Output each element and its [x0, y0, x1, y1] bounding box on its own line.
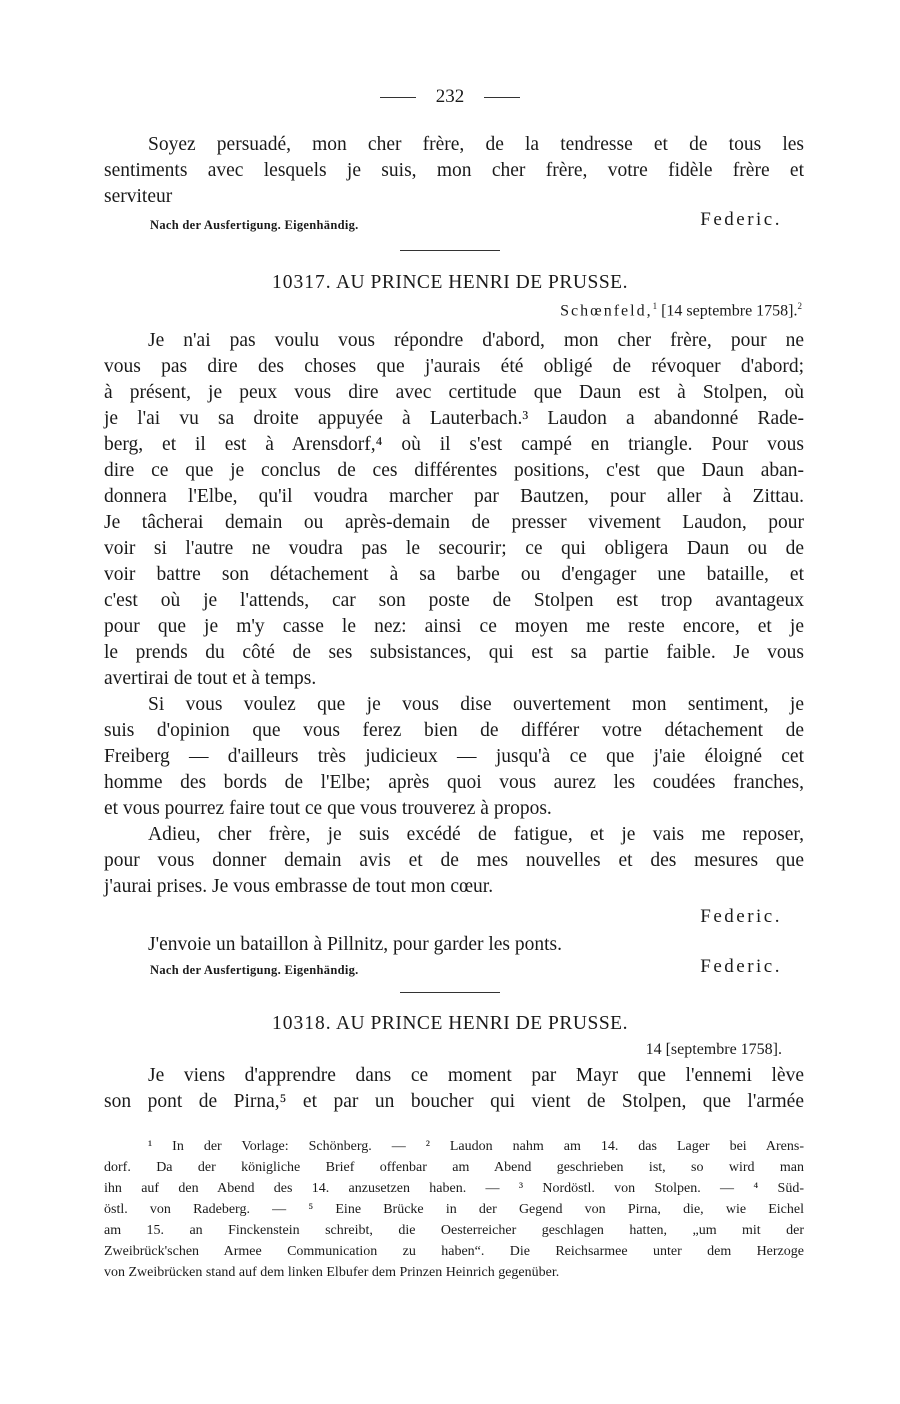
letter-dateline	[560, 301, 802, 320]
source-note: Nach der Ausfertigung. Eigenhändig.	[150, 963, 359, 977]
text-line: pour vous donner demain avis et de mes nouvelles et des mesures que	[104, 850, 804, 871]
text-line: Soyez persuadé, mon cher frère, de la tendresse et de tous les	[148, 134, 804, 155]
signature: Federic.	[700, 956, 782, 977]
text-line: voir battre son détachement à sa barbe ou d'engager une bataille, et	[104, 564, 804, 585]
page-number-dash-right	[484, 97, 520, 98]
text-line: à présent, je peux vous dire avec certitude que Daun est à Stolpen, où	[104, 382, 804, 403]
text-line: Freiberg — d'ailleurs très judicieux — jusqu'à ce que j'aie éloigné cet	[104, 746, 804, 767]
text-line: Je tâcherai demain ou après-demain de presser vivement Laudon, pour	[104, 512, 804, 533]
postscript: J'envoie un bataillon à Pillnitz, pour garder les ponts.	[148, 934, 563, 955]
letter-number: 10317.	[272, 272, 332, 293]
letter-number: 10318.	[272, 1013, 332, 1034]
footnote-line: am 15. an Finckenstein schreibt, die Oesterreicher geschlagen hatten, „um mit der	[104, 1223, 804, 1238]
text-line: Si vous voulez que je vous dise ouvertement mon sentiment, je	[148, 694, 804, 715]
text-line: serviteur	[104, 186, 173, 207]
text-line: le prends du côté de ses subsistances, qui est sa partie faible. Je vous	[104, 642, 804, 663]
footnote-line: dorf. Da der königliche Brief offenbar am Abend geschrieben ist, so wird man	[104, 1160, 804, 1175]
footnote-line: von Zweibrücken stand auf dem linken Elbufer dem Prinzen Heinrich gegenüber.	[104, 1265, 560, 1280]
page-number-text: 232	[435, 86, 465, 107]
text-line: dire ce que je conclus de ces différentes positions, c'est que Daun aban-	[104, 460, 804, 481]
text-line: pour que je m'y casse le nez: ainsi ce moyen me reste encore, et je	[104, 616, 804, 637]
letter-heading	[0, 1013, 900, 1035]
footnote-ref: 2	[797, 301, 802, 311]
text-line: Je viens d'apprendre dans ce moment par Mayr que l'ennemi lève	[148, 1065, 804, 1086]
footnote-ref: 1	[652, 301, 658, 311]
page-number-dash-left	[380, 97, 416, 98]
text-line: berg, et il est à Arensdorf,⁴ où il s'est campé en triangle. Pour vous	[104, 434, 804, 455]
text-line: c'est où je l'attends, car son poste de Stolpen est trop avantageux	[104, 590, 804, 611]
text-line: Adieu, cher frère, je suis excédé de fatigue, et je vais me reposer,	[148, 824, 804, 845]
footnote-line: ihn auf den Abend des 14. anzusetzen haben. — ³ Nordöstl. von Stolpen. — ⁴ Süd-	[104, 1181, 804, 1196]
letter-title: AU PRINCE HENRI DE PRUSSE.	[335, 272, 628, 293]
letter-date: 14 [septembre 1758].	[645, 1041, 782, 1058]
text-line: Je n'ai pas voulu vous répondre d'abord, mon cher frère, pour ne	[148, 330, 804, 351]
text-line: avertirai de tout et à temps.	[104, 668, 317, 689]
letter-date: [14 septembre 1758].	[661, 302, 798, 320]
text-line: et vous pourrez faire tout ce que vous trouverez à propos.	[104, 798, 552, 819]
footnote-line: ¹ In der Vorlage: Schönberg. — ² Laudon nahm am 14. das Lager bei Arens-	[148, 1139, 804, 1154]
text-line: vous pas dire des choses que j'aurais été obligé de révoquer d'abord;	[104, 356, 804, 377]
section-divider	[400, 250, 500, 251]
text-line: voir si l'autre ne voudra pas le secourir; ce qui obligera Daun ou de	[104, 538, 804, 559]
letter-dateline	[646, 1041, 782, 1059]
text-line: son pont de Pirna,⁵ et par un boucher qui vient de Stolpen, que l'armée	[104, 1091, 804, 1112]
section-divider	[400, 992, 500, 993]
signature: Federic.	[700, 209, 782, 230]
source-note: Nach der Ausfertigung. Eigenhändig.	[150, 218, 359, 232]
page-number	[0, 86, 900, 108]
footnote-line: Zweibrück'schen Armee Communication zu haben“. Die Reichsarmee unter dem Herzoge	[104, 1244, 804, 1259]
letter-title: AU PRINCE HENRI DE PRUSSE.	[335, 1013, 628, 1034]
letter-place: Schœnfeld,	[560, 302, 653, 320]
text-line: je l'ai vu sa droite appuyée à Lauterbach.³ Laudon a abandonné Rade-	[104, 408, 804, 429]
text-line: donnera l'Elbe, qu'il voudra marcher par Bautzen, pour aller à Zittau.	[104, 486, 804, 507]
footnote-line: östl. von Radeberg. — ⁵ Eine Brücke in der Gegend von Pirna, die, wie Eichel	[104, 1202, 804, 1217]
text-line: homme des bords de l'Elbe; après quoi vous aurez les coudées franches,	[104, 772, 804, 793]
text-line: sentiments avec lesquels je suis, mon cher frère, votre fidèle frère et	[104, 160, 804, 181]
signature: Federic.	[700, 906, 782, 927]
letter-heading	[0, 272, 900, 294]
text-line: suis d'opinion que vous ferez bien de différer votre détachement de	[104, 720, 804, 741]
text-line: j'aurai prises. Je vous embrasse de tout mon cœur.	[104, 876, 494, 897]
